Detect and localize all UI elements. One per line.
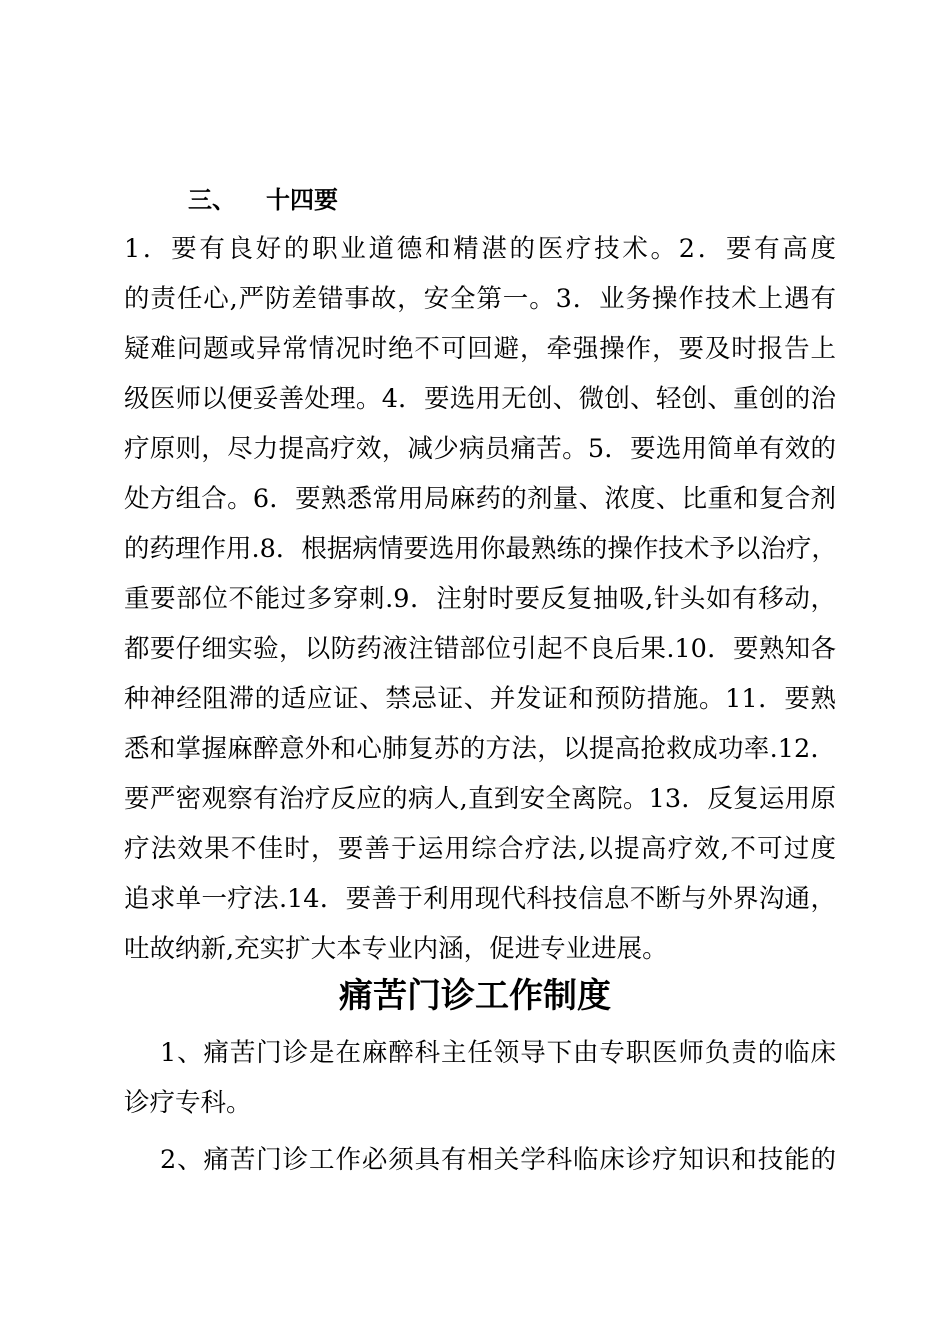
paragraph-line: 种神经阻滞的适应证、禁忌证、并发证和预防措施。11．要熟 [124, 684, 836, 714]
rule-line: 2、痛苦门诊工作必须具有相关学科临床诊疗知识和技能的 [124, 1145, 836, 1175]
paragraph-line: 吐故纳新,充实扩大本专业内涵，促进专业进展。 [124, 934, 668, 964]
paragraph-line: 要严密观察有治疗反应的病人,直到安全离院。13．反复运用原 [124, 784, 836, 814]
paragraph-line: 重要部位不能过多穿刺.9．注射时要反复抽吸,针头如有移动， [124, 584, 836, 614]
paragraph-line: 疗原则，尽力提高疗效，减少病员痛苦。5．要选用简单有效的 [124, 434, 836, 464]
paragraph-line: 的责任心,严防差错事故，安全第一。3．业务操作技术上遇有 [124, 284, 836, 314]
rule-line: 1、痛苦门诊是在麻醉科主任领导下由专职医师负责的临床 [124, 1038, 836, 1068]
section-number: 三、 [188, 186, 236, 214]
paragraph-line: 疗法效果不佳时，要善于运用综合疗法,以提高疗效,不可过度 [124, 834, 836, 864]
paragraph-line: 的药理作用.8．根据病情要选用你最熟练的操作技术予以治疗， [124, 534, 837, 564]
paragraph-line: 1．要有良好的职业道德和精湛的医疗技术。2．要有高度 [124, 234, 836, 264]
section-label: 十四要 [266, 186, 338, 214]
paragraph-line: 追求单一疗法.14．要善于利用现代科技信息不断与外界沟通， [124, 884, 836, 914]
paragraph-line: 疑难问题或异常情况时绝不可回避，牵强操作，要及时报告上 [124, 334, 836, 364]
document-title: 痛苦门诊工作制度 [339, 976, 611, 1016]
paragraph-line: 都要仔细实验，以防药液注错部位引起不良后果.10．要熟知各 [124, 634, 836, 664]
rule-line: 诊疗专科。 [124, 1088, 252, 1118]
paragraph-line: 悉和掌握麻醉意外和心肺复苏的方法，以提高抢救成功率.12． [124, 734, 836, 764]
paragraph-line: 级医师以便妥善处理。4．要选用无创、微创、轻创、重创的治 [124, 384, 836, 414]
paragraph-line: 处方组合。6．要熟悉常用局麻药的剂量、浓度、比重和复合剂 [124, 484, 836, 514]
section-heading [188, 180, 338, 220]
